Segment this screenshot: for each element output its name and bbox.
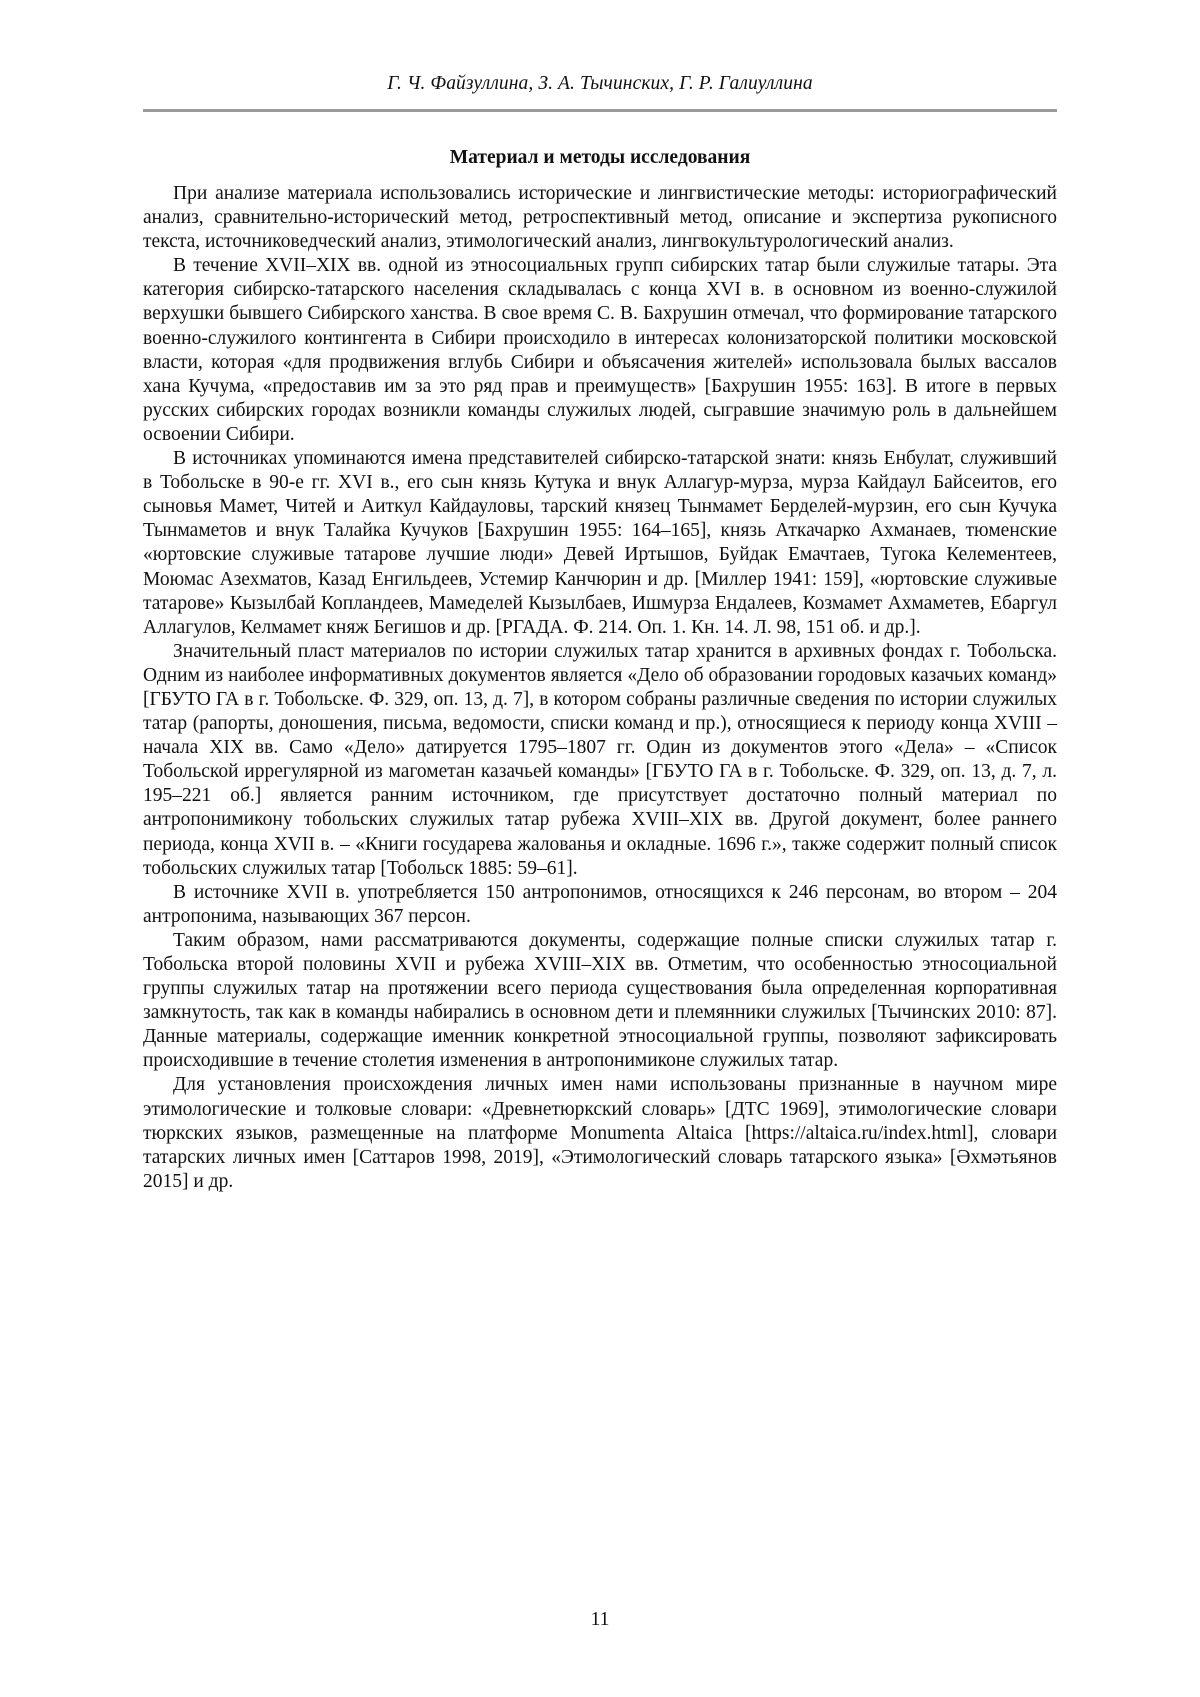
page-number: 11 [590, 1609, 610, 1630]
paragraph-dictionaries: Для установления происхождения личных имен нами использованы признанные в научном мире этимологические и толковые словари: «Древнетюркский словарь» [ДТС 1969], этимологические словари тюркских языков, размещенные на платформе Monumenta Altaica [https://altaica.ru/index.html], словари татарских личных имен [Саттаров 1998, 2019], «Этимологический словарь татарского языка» [Әхмәтьянов 2015] и др. [143, 1074, 1057, 1192]
paragraph-methods: При анализе материала использовались исторические и лингвистические методы: историографический анализ, сравнительно-исторический метод, ретроспективный метод, описание и экспертиза рукописного текста, источниковедческий анализ, этимологический анализ, лингвокультурологический анализ. [143, 183, 1057, 253]
paragraph-history: В течение XVII–XIX вв. одной из этносоциальных групп сибирских татар были служилые татары. Эта категория сибирско-татарского населения складывалась с конца XVI в. в основном из военно-служилой верхушки бывшего Сибирского ханства. В свое время С. В. Бахрушин отмечал, что формирование татарского военно-служилого контингента в Сибири происходило в интересах колонизаторской политики московской власти, которая «для продвижения вглубь Сибири и объясачения жителей» использовала былых вассалов хана Кучума, «предоставив им за это ряд прав и преимуществ» [Бахрушин 1955: 163]. В итоге в первых русских сибирских городах возникли команды служилых людей, сыгравшие значимую роль в дальнейшем освоении Сибири. [143, 255, 1057, 445]
paragraph-nobility: В источниках упоминаются имена представителей сибирско-татарской знати: князь Енбулат, служивший в Тобольске в 90-е гг. XVI в., его сын князь Кутука и внук Аллагур-мурза, мурза Кайдаул Байсеитов, его сыновья Мамет, Читей и Аиткул Кайдауловы, тарский князец Тынмамет Берделей-мурзин, его сын Кучука Тынмаметов и внук Талайка Кучуков [Бахрушин 1955: 164–165], князь Аткачарко Ахманаев, тюменские «юртовские служивые татарове лучшие люди» Девей Иртышов, Буйдак Емачтаев, Тугока Келементеев, Моюмас Азехматов, Казад Енгильдеев, Устемир Канчюрин и др. [Миллер 1941: 159], «юртовские служивые татарове» Кызылбай Копландеев, Мамеделей Кызылбаев, Ишмурза Ендалеев, Козмамет Ахмаметев, Ебаргул Аллагулов, Келмамет княж Бегишов и др. [РГАДА. Ф. 214. Оп. 1. Кн. 14. Л. 98, 151 об. и др.]. [143, 448, 1057, 638]
body-text [143, 182, 1057, 1194]
running-head-authors: Г. Ч. Файзуллина, З. А. Тычинских, Г. Р. Галиуллина [387, 73, 813, 94]
paragraph-counts: В источнике XVII в. употребляется 150 антропонимов, относящихся к 246 персонам, во втором – 204 антропонима, называющих 367 персон. [143, 881, 1057, 927]
section-heading: Материал и методы исследования [449, 147, 751, 168]
paragraph-archives: Значительный пласт материалов по истории служилых татар хранится в архивных фондах г. Тобольска. Одним из наиболее информативных документов является «Дело об образовании городовых казачьих команд» [ГБУТО ГА в г. Тобольске. Ф. 329, оп. 13, д. 7], в котором собраны различные сведения по истории служилых татар (рапорты, доношения, письма, ведомости, списки команд и пр.), относящиеся к периоду конца XVIII – начала XIX вв. Само «Дело» датируется 1795–1807 гг. Один из документов этого «Дела» – «Список Тобольской иррегулярной из магометан казачьей команды» [ГБУТО ГА в г. Тобольске. Ф. 329, оп. 13, д. 7, л. 195–221 об.] является ранним источником, где присутствует достаточно полный материал по антропонимикону тобольских служилых татар рубежа XVIII–XIX вв. Другой документ, более раннего периода, конца XVII в. – «Книги государева жалованья и окладные. 1696 г.», также содержит полный список тобольских служилых татар [Тобольск 1885: 59–61]. [143, 640, 1057, 879]
header-divider [143, 109, 1057, 112]
paragraph-documents: Таким образом, нами рассматриваются документы, содержащие полные списки служилых татар г. Тобольска второй половины XVII и рубежа XVIII–XIX вв. Отметим, что особенностью этносоциальной группы служилых татар на протяжении всего периода существования была определенная корпоративная замкнутость, так как в команды набирались в основном дети и племянники служилых [Тычинских 2010: 87]. Данные материалы, содержащие именник конкретной этносоциальной группы, позволяют зафиксировать происходившие в течение столетия изменения в антропонимиконе служилых татар. [143, 929, 1057, 1072]
